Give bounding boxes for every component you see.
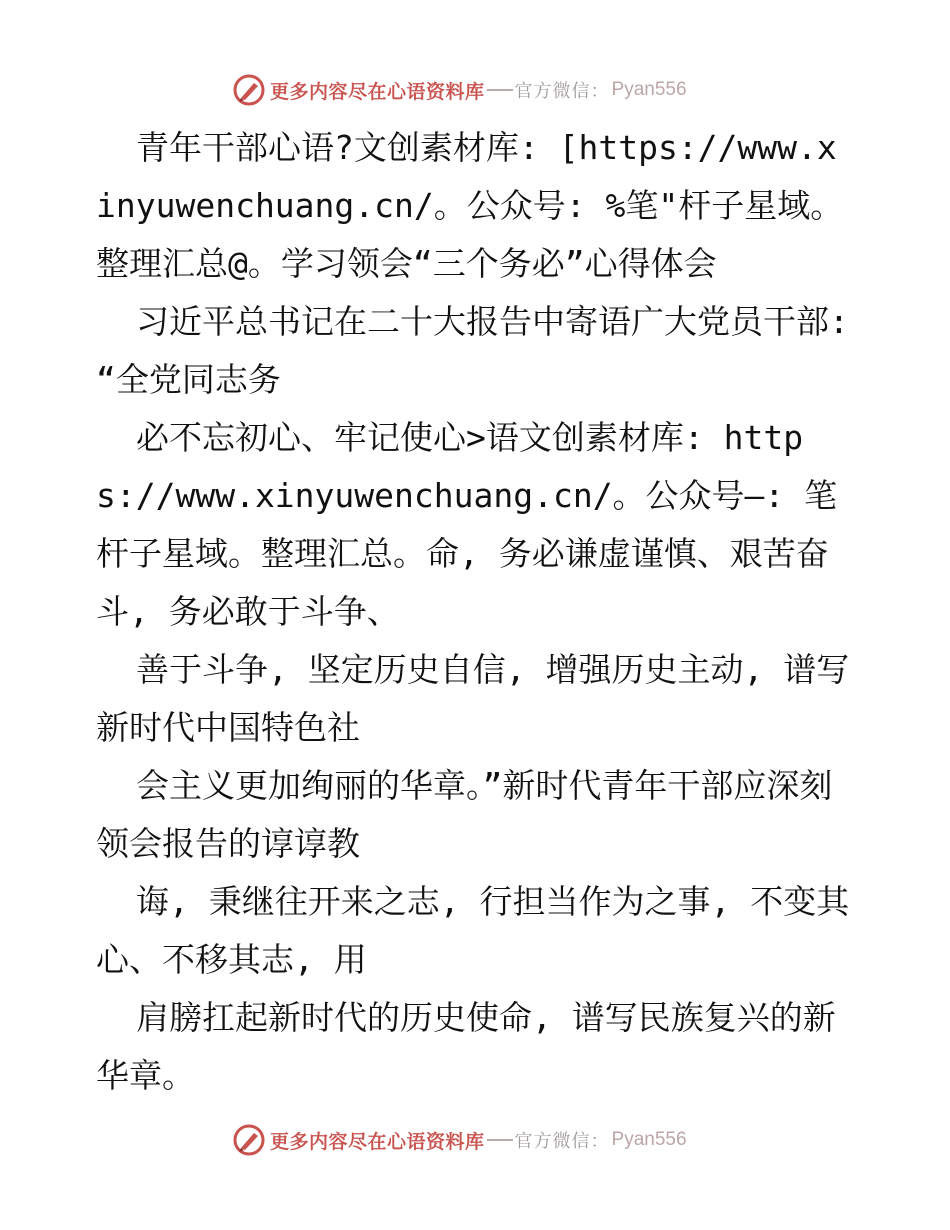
pen-logo-icon: [232, 73, 266, 107]
watermark-wechat-id: Pyan556: [611, 79, 687, 100]
paragraph: 肩膀扛起新时代的历史使命, 谱写民族复兴的新华章。: [96, 998, 836, 1095]
watermark-dash: [487, 1139, 513, 1141]
watermark-site-text: 更多内容尽在心语资料库: [270, 80, 485, 103]
paragraph: 青年干部心语?文创素材库: [https://www.xinyuwenchuang.cn/。公众号: %笔"杆子星域。整理汇总@。学习领会“三个务必”心得体会: [96, 128, 844, 283]
watermark-dash: [487, 89, 513, 91]
watermark-official-label: 官方微信：: [514, 81, 610, 102]
watermark-site-text: 更多内容尽在心语资料库: [270, 1130, 485, 1153]
paragraph: 诲, 秉继往开来之志, 行担当作为之事, 不变其心、不移其志, 用: [96, 882, 850, 979]
footer-watermark: [232, 1122, 687, 1158]
paragraph: 会主义更加绚丽的华章。”新时代青年干部应深刻领会报告的谆谆教: [96, 766, 833, 863]
paragraph: 必不忘初心、牢记使心>语文创素材库: https://www.xinyuwenchuang.cn/。公众号—: 笔杆子星域。整理汇总。命, 务必谦虚谨慎、艰苦奋斗, 务必敢于斗争、: [96, 418, 838, 631]
paragraph: 习近平总书记在二十大报告中寄语广大党员干部: “全党同志务: [96, 302, 849, 399]
paragraph: 善于斗争, 坚定历史自信, 增强历史主动, 谱写新时代中国特色社: [96, 650, 850, 747]
watermark-official-label: 官方微信：: [514, 1131, 610, 1152]
watermark-wechat-id: Pyan556: [611, 1129, 687, 1150]
pen-logo-icon: [232, 1123, 266, 1157]
document-body: [96, 119, 856, 1105]
header-watermark: [232, 72, 687, 108]
